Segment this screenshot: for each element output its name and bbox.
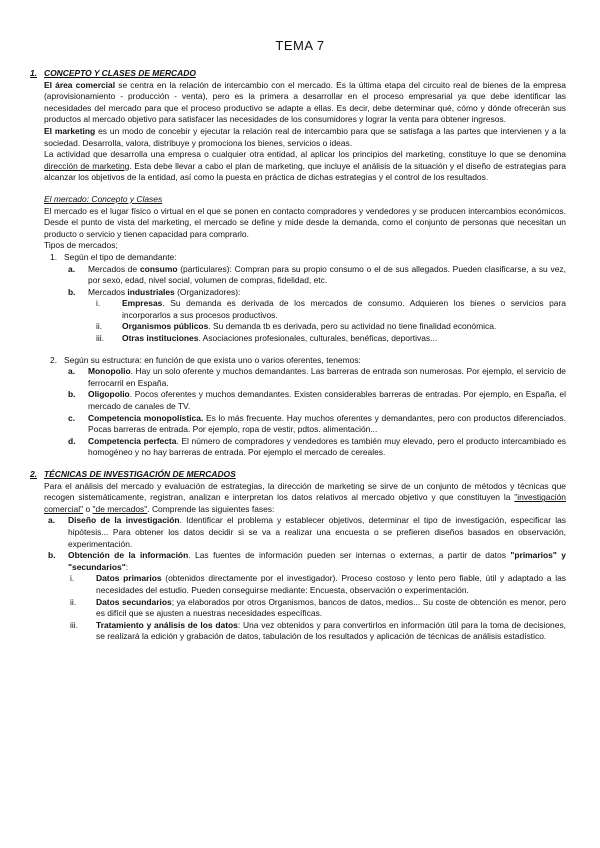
term: industriales [127, 286, 175, 297]
list-item-1b-ii [44, 321, 566, 333]
list-marker: i. [96, 298, 101, 309]
term: Datos secundarios [96, 596, 172, 607]
list-item-1 [44, 252, 566, 264]
text: Mercados de [88, 263, 140, 274]
paragraph-direccion-marketing [44, 149, 566, 184]
list-item-s2-b-iii [44, 620, 566, 643]
term-marketing: El marketing [44, 125, 96, 136]
text: ; ya elaborados por otros Organismos, bancos de datos, medios... Su coste de obtención es menor, pero es difícil que se ajusten a nuestras necesidades específicas. [96, 596, 566, 619]
list-item-2a [44, 366, 566, 389]
list-text: Según el tipo de demandante: [64, 251, 177, 262]
section-1-title: CONCEPTO Y CLASES DE MERCADO [44, 68, 196, 78]
term: Otras instituciones [122, 333, 199, 344]
section-2-heading [30, 469, 566, 481]
list-marker: iii. [96, 333, 104, 344]
list-item-2 [44, 355, 566, 367]
text: . Su demanda tb es derivada, pero su actividad no tiene finalidad económica. [208, 321, 497, 332]
term-investigacion-comercial: "investigación comercial" [44, 492, 566, 514]
text: . Comprende las siguientes fases: [147, 503, 275, 514]
text: . Esta debe llevar a cabo el plan de marketing, que incluye el análisis de la situación y el diseño de estrategias para alcanzar los objetivos de la entidad, así como la puesta en práctica de dichas estrategias y el control de los resultados. [44, 160, 566, 183]
term: Datos primarios [96, 573, 162, 584]
text: . Asociaciones profesionales, culturales, benéficas, deportivas... [198, 333, 438, 344]
list-marker: ii. [96, 321, 103, 332]
term: consumo [139, 263, 178, 274]
list-item-2c [44, 413, 566, 436]
list-marker: b. [68, 286, 76, 297]
text: (particulares): Compran para su propio consumo o el de sus allegados. Pueden clasificarse, a su vez, por sexo, edad, nivel social, volumen de compras, fidelidad, etc. [88, 263, 566, 286]
list-marker: a. [68, 366, 76, 377]
document-body [30, 68, 567, 643]
paragraph-marketing [44, 126, 566, 149]
list-text: Según su estructura: en función de que exista uno o varios oferentes, tenemos: [64, 354, 361, 365]
term: Competencia monopolística. [88, 412, 204, 423]
spacer [44, 345, 566, 355]
term: Competencia perfecta [88, 435, 177, 446]
term: Obtención de la información [68, 550, 189, 561]
paragraph-investigacion [44, 481, 566, 516]
term: Oligopolio [88, 389, 130, 400]
text: . Pocos oferentes y muchos demandantes. Existen considerables barreras de entradas. Por ejemplo, en España, el mercado de canales de TV. [88, 389, 566, 412]
text: . El número de compradores y vendedores es también muy elevado, pero el producto intercambiado es homogéneo y no hay barreras de entrada. Por ejemplo el mercado de cereales. [88, 435, 567, 458]
list-item-s2-b [44, 550, 566, 573]
term: Monopolio [88, 366, 131, 377]
list-item-1b-iii [44, 333, 566, 345]
list-item-1b-i [44, 298, 566, 321]
text: . Su demanda es derivada de los mercados de consumo. Adquieren los bienes o servicios para incorporarlos a sus procesos productivos. [122, 298, 566, 320]
list-marker: b. [68, 389, 76, 400]
term: "primarios" y "secundarios" [68, 550, 566, 572]
text: Es lo más frecuente. Hay muchos oferentes y demandantes, pero con productos diferenciados. Pocas barreras de entrada. Por ejemplo, ropa de vestir, pdtos. alimentación... [88, 412, 566, 435]
term: Diseño de la investigación [68, 515, 180, 526]
text: o [83, 503, 93, 514]
text: . Las fuentes de información pueden ser internas o externas, a partir de datos [188, 550, 511, 561]
list-marker: ii. [70, 596, 77, 607]
text: . Hay un solo oferente y muchos demandantes. Las barreras de entrada son numerosas. Por ejemplo, el servicio de ferrocarril en España. [88, 366, 566, 388]
term-direccion-marketing: dirección de marketing [44, 160, 130, 171]
list-marker: c. [68, 412, 76, 423]
page-title: TEMA 7 [275, 38, 325, 53]
text: Para el análisis del mercado y evaluación de estrategias, la dirección de marketing se sirve de un conjunto de métodos y técnicas que recogen sistemáticamente, registran, analizan e interpretan los datos relativos al mercado objetivo y que constituyen la [44, 480, 566, 503]
list-item-2d [44, 436, 566, 459]
text: . Identificar el problema y establecer objetivos, determinar el tipo de investigación, especificar las hipótesis... Para obtener los datos decidir si se va a realizar una encuesta o se prefieren diseños basados en observación, experimentación. [68, 515, 567, 549]
subsection-heading: El mercado: Concepto y Clases [44, 193, 163, 204]
list-item-s2-a [44, 515, 566, 550]
list-marker: iii. [70, 619, 78, 630]
list-marker: d. [68, 435, 76, 446]
paragraph-area-comercial [44, 80, 566, 126]
term-area-comercial: El área comercial [44, 79, 116, 90]
list-marker: a. [68, 263, 76, 274]
list-marker: b. [48, 550, 56, 561]
list-marker: a. [48, 515, 56, 526]
spacer [44, 459, 566, 469]
term-de-mercados: "de mercados" [92, 503, 148, 514]
text: La actividad que desarrolla una empresa o cualquier otra entidad, al aplicar los principios del marketing, constituye lo que se denomina [44, 149, 566, 160]
list-marker: 2. [50, 354, 58, 365]
text: es un modo de concebir y ejecutar la relación real de intercambio para que se satisfaga a las partes que intervienen y a la sociedad. Desarrolla, valora, distribuye y promociona los bienes, servicios o ideas. [44, 125, 566, 148]
text: : [125, 561, 129, 572]
term: Empresas [122, 298, 163, 309]
tipos-label: Tipos de mercados; [44, 240, 118, 251]
list-item-s2-b-ii [44, 597, 566, 620]
list-item-1b [44, 287, 566, 299]
section-2-title: TÉCNICAS DE INVESTIGACIÓN DE MERCADOS [44, 469, 236, 479]
text: (Organizadores): [174, 286, 241, 297]
section-1-number: 1. [30, 68, 38, 78]
term: Organismos públicos [122, 321, 209, 332]
list-marker: 1. [50, 251, 58, 262]
section-2-number: 2. [30, 469, 38, 479]
list-item-s2-b-i [44, 573, 566, 596]
text: se centra en la relación de intercambio con el mercado. Es la última etapa del circuito real de bienes de la empresa (aprovisionamiento - producción - venta), pero es la primera a desarrollar en el proceso empresarial ya que debe identificar las necesidades del mercado para que el proceso productivo se adapte a ellas. Es decir, debe determinar qué, cómo y dónde ofrecerán sus productos al mercado objetivo para satisfacer las necesidades de los consumidores y lograr la venta para obtener ingresos. [44, 79, 566, 125]
paragraph-mercado: El mercado es el lugar físico o virtual en el que se ponen en contacto compradores y vendedores y se producen intercambios económicos. Desde el punto de vista del marketing, el mercado se define y mide desde la demanda, como el conjunto de personas que necesitan un producto o servicio y tienen capacidad para comprarlo. [44, 205, 566, 239]
term: Tratamiento y análisis de los datos [96, 619, 238, 630]
list-item-1a [44, 264, 566, 287]
text: : Una vez obtenidos y para convertirlos en información útil para la toma de decisiones, se realizará la edición y grabación de datos, tabulación de los resultados y aplicación de técnicas de análisis estadístico. [96, 619, 567, 642]
text: (obtenidos directamente por el investigador). Proceso costoso y lento pero fiable, útil y adaptado a las necesidades del estudio. Pueden conseguirse mediante: Encuesta, observación o experimentación. [96, 573, 566, 595]
text: Mercados [88, 286, 128, 297]
list-item-2b [44, 389, 566, 412]
section-1-heading [30, 68, 566, 80]
list-marker: i. [70, 573, 75, 584]
